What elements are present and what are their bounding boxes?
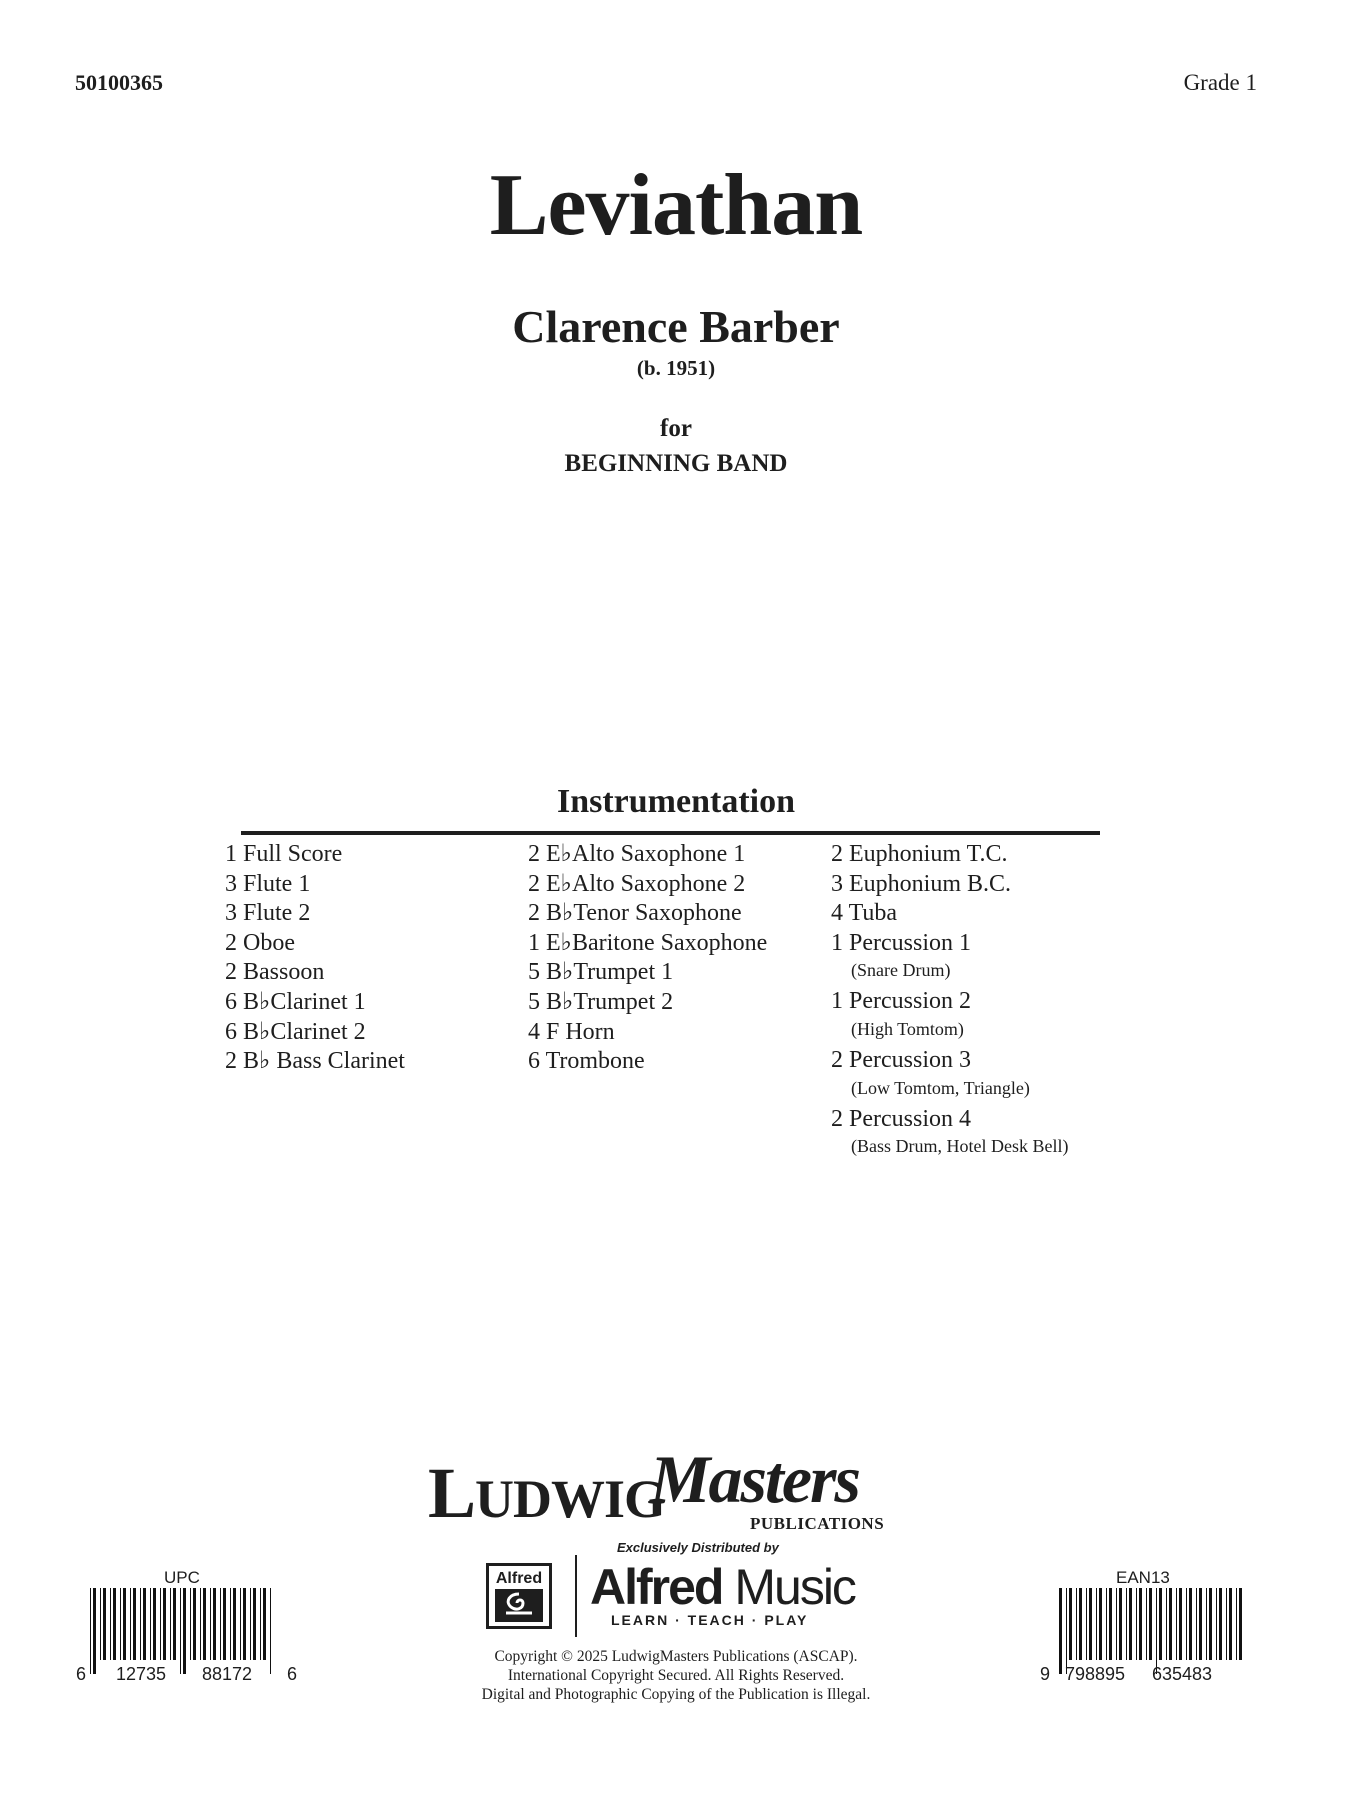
barcode-bar (260, 1588, 261, 1660)
barcode-bar (1239, 1588, 1242, 1660)
instrument-item: 2 B♭ Bass Clarinet (225, 1048, 405, 1075)
instrument-item: 2 E♭Alto Saxophone 2 (528, 870, 746, 897)
barcode-bar (233, 1588, 236, 1660)
instrument-column-3 (831, 840, 1068, 1163)
copyright-line-3: Digital and Photographic Copying of the Publication is Illegal. (481, 1686, 871, 1703)
instrument-item: 3 Flute 2 (225, 900, 311, 927)
barcode-bar (220, 1588, 221, 1660)
instrument-item: 2 Oboe (225, 929, 295, 956)
barcode-bar (123, 1588, 126, 1660)
barcode-bar (1139, 1588, 1142, 1660)
composer-dates: (b. 1951) (636, 356, 716, 380)
barcode-bar (200, 1588, 201, 1660)
ean-digit-group: 635483 (1152, 1664, 1213, 1684)
instrument-note: (Snare Drum) (851, 960, 951, 981)
instrument-item: 6 B♭Clarinet 2 (225, 1018, 366, 1045)
barcode-bar (93, 1588, 96, 1674)
barcode-bar (1179, 1588, 1182, 1660)
barcode-bar (1189, 1588, 1192, 1660)
barcode-bar (240, 1588, 241, 1660)
barcode-bar (143, 1588, 146, 1660)
barcode-bar (1226, 1588, 1227, 1660)
barcode-bar (130, 1588, 131, 1660)
barcode-bar (1149, 1588, 1152, 1660)
instrument-item: 2 Percussion 3 (831, 1046, 971, 1073)
barcode-bar (1086, 1588, 1087, 1660)
instrument-item: 3 Flute 1 (225, 870, 311, 897)
barcode-bar (1129, 1588, 1132, 1660)
barcode-bar (103, 1588, 106, 1660)
instrument-item: 4 Tuba (831, 900, 898, 927)
ean-label: EAN13 (1116, 1568, 1170, 1587)
instrument-note: (High Tomtom) (851, 1018, 964, 1039)
instrument-item: 2 Percussion 4 (831, 1105, 971, 1132)
barcode-bar (170, 1588, 171, 1660)
barcode-bar (160, 1588, 161, 1660)
barcode-bar (263, 1588, 266, 1660)
ensemble-label: BEGINNING BAND (564, 450, 788, 477)
barcode-bar (1109, 1588, 1112, 1660)
barcode-bar (213, 1588, 216, 1660)
barcode-bar (1169, 1588, 1172, 1660)
barcode-bar (243, 1588, 246, 1660)
barcode-bar (133, 1588, 136, 1660)
logo-publications-text: PUBLICATIONS (750, 1514, 885, 1533)
barcode-bar (110, 1588, 111, 1660)
barcode-bar (180, 1588, 181, 1674)
instrumentation-divider (241, 831, 1100, 835)
instrument-item: 1 Percussion 2 (831, 988, 971, 1015)
piece-title: Leviathan (489, 157, 863, 254)
barcode-bar (270, 1588, 271, 1674)
barcode-bar (1219, 1588, 1222, 1660)
barcode-bar (210, 1588, 211, 1660)
barcode-bar (1176, 1588, 1177, 1660)
barcode-bar (1156, 1588, 1157, 1674)
ean-digit-group: 798895 (1065, 1664, 1126, 1684)
logo-masters-text: Masters (650, 1441, 859, 1517)
barcode-bar (1089, 1588, 1092, 1660)
svg-text:Alfred: Alfred (495, 1570, 543, 1587)
instrument-item: 2 Bassoon (225, 959, 325, 986)
instrument-note: (Low Tomtom, Triangle) (851, 1077, 1030, 1098)
copyright-line-1: Copyright © 2025 LudwigMasters Publications (ASCAP). (494, 1648, 858, 1665)
logo-divider (575, 1555, 577, 1637)
catalog-number: 50100365 (75, 70, 163, 95)
barcode-bar (1076, 1588, 1077, 1660)
barcode-bar (100, 1588, 101, 1660)
grade-label: Grade 1 (1183, 70, 1257, 95)
barcode-bar (113, 1588, 116, 1660)
barcode-bar (1206, 1588, 1207, 1660)
barcode-bar (1099, 1588, 1102, 1660)
instrument-column-1 (225, 840, 405, 1077)
logo-ludwig-text: LUDWIG (428, 1453, 666, 1533)
barcode-bar (1209, 1588, 1212, 1660)
instrument-note: (Bass Drum, Hotel Desk Bell) (851, 1136, 1069, 1157)
upc-digit-group: 12735 (116, 1664, 167, 1684)
barcode-bar (1069, 1588, 1072, 1660)
barcode-bar (1199, 1588, 1202, 1660)
instrument-item: 1 Full Score (225, 841, 343, 867)
instrument-item: 2 Euphonium T.C. (831, 841, 1008, 867)
upc-digit-group: 6 (287, 1664, 298, 1684)
upc-label: UPC (164, 1568, 200, 1587)
barcode-bar (250, 1588, 251, 1660)
instrument-item: 3 Euphonium B.C. (831, 870, 1012, 897)
barcode-bar (163, 1588, 166, 1660)
instrument-item: 4 F Horn (528, 1018, 615, 1045)
barcode-bar (183, 1588, 186, 1674)
barcode-bar (1146, 1588, 1147, 1660)
barcode-bar (193, 1588, 196, 1660)
distribution-note: Exclusively Distributed by (617, 1540, 779, 1555)
barcode-bar (120, 1588, 121, 1660)
instrumentation-heading: Instrumentation (556, 783, 796, 820)
barcode-bar (1096, 1588, 1097, 1660)
barcode-bar (1236, 1588, 1237, 1660)
instrument-column-2 (528, 840, 767, 1077)
barcode-bar (1136, 1588, 1137, 1660)
barcode-bar (253, 1588, 256, 1660)
barcode-bar (1119, 1588, 1122, 1660)
instrument-item: 6 B♭Clarinet 1 (225, 988, 366, 1015)
composer-name: Clarence Barber (512, 301, 840, 352)
alfred-music-wordmark: Alfred Music (590, 1559, 855, 1615)
alfred-icon (486, 1563, 552, 1629)
upc-digit-group: 6 (76, 1664, 87, 1684)
upc-digit-group: 88172 (202, 1664, 253, 1684)
barcode-bar (1159, 1588, 1162, 1660)
barcode-bar (230, 1588, 231, 1660)
instrument-item: 1 Percussion 1 (831, 929, 971, 956)
for-label: for (660, 415, 692, 442)
barcode-bar (1126, 1588, 1127, 1660)
barcode-bar (1186, 1588, 1187, 1660)
barcode-bar (1196, 1588, 1197, 1660)
instrument-item: 2 E♭Alto Saxophone 1 (528, 841, 746, 867)
barcode-bar (223, 1588, 226, 1660)
barcode-bar (1166, 1588, 1167, 1660)
barcode-bar (1106, 1588, 1107, 1660)
barcode-bar (1066, 1588, 1067, 1674)
barcode-bar (1229, 1588, 1232, 1660)
barcode-bar (153, 1588, 156, 1660)
barcode-bar (1116, 1588, 1117, 1660)
barcode-bar (173, 1588, 176, 1660)
instrument-item: 2 B♭Tenor Saxophone (528, 900, 742, 927)
barcode-bar (140, 1588, 141, 1660)
instrument-item: 1 E♭Baritone Saxophone (528, 929, 768, 956)
copyright-line-2: International Copyright Secured. All Rights Reserved. (507, 1667, 845, 1684)
barcode-bar (150, 1588, 151, 1660)
barcode-bar (203, 1588, 206, 1660)
alfred-tagline: LEARN · TEACH · PLAY (611, 1612, 809, 1628)
ludwigmasters-logo (428, 1440, 918, 1535)
barcode-bar (190, 1588, 191, 1660)
barcode-bar (1059, 1588, 1062, 1674)
barcode-bar (1079, 1588, 1082, 1660)
instrument-item: 5 B♭Trumpet 2 (528, 988, 674, 1015)
ean-digit-group: 9 (1040, 1664, 1051, 1684)
barcode-bar (1216, 1588, 1217, 1660)
instrument-item: 5 B♭Trumpet 1 (528, 959, 674, 986)
instrument-item: 6 Trombone (528, 1048, 645, 1075)
barcode-bar (90, 1588, 91, 1674)
